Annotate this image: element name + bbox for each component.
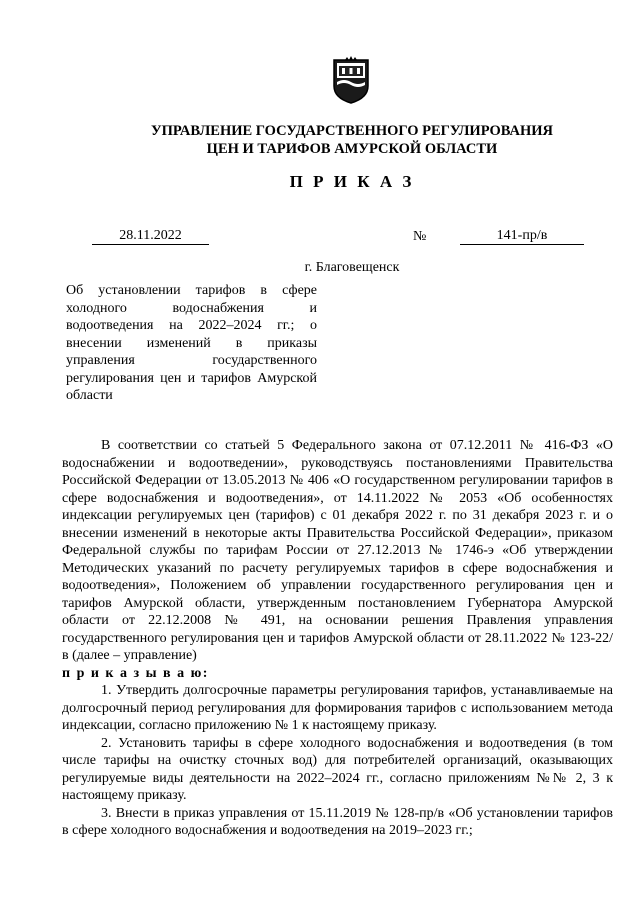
order-body: [62, 437, 613, 840]
order-item-3: 3. Внести в приказ управления от 15.11.2019 № 128-пр/в «Об установлении тарифов в сфере холодного водоснабжения и водоотведения на 2019–2023 гг.;: [62, 805, 613, 838]
org-name-line-1: УПРАВЛЕНИЕ ГОСУДАРСТВЕННОГО РЕГУЛИРОВАНИЯ: [150, 123, 554, 139]
amur-coat-of-arms-icon: [330, 56, 372, 104]
order-date: 28.11.2022: [92, 227, 209, 245]
city: г. Благовещенск: [304, 260, 400, 275]
order-item-2: 2. Установить тарифы в сфере холодного водоснабжения и водоотведения (в том числе тарифы на очистку сточных вод) для потребителей организаций, оказывающих регулируемые виды деятельности на 2022–2024 гг., согласно приложениям №№ 2, 3 к настоящему приказу.: [62, 735, 613, 803]
document-type-title: П Р И К А З: [289, 172, 415, 191]
order-subject: Об установлении тарифов в сфере холодного водоснабжения и водоотведения на 2022–2024 гг.; о внесении изменений в приказы управления государственного регулирования цен и тарифов Амурской области: [66, 283, 317, 403]
order-number: 141-пр/в: [460, 227, 584, 245]
preamble-paragraph: В соответствии со статьей 5 Федерального закона от 07.12.2011 № 416-ФЗ «О водоснабжении и водоотведении», руководствуясь постановлениями Правительства Российской Федерации от 13.05.2013 № 406 «О государственном регулировании тарифов в сфере водоснабжения и водоотведения», от 14.11.2022 № 2053 «Об особенностях индексации регулируемых цен (тарифов) с 01 декабря 2022 г. по 31 декабря 2023 г. и о внесении изменений в некоторые акты Правительства Российской Федерации», приказом Федеральной службы по тарифам России от 27.12.2013 № 1746-э «Об утверждении Методических указаний по расчету регулируемых тарифов в сфере водоснабжения и водоотведения», Положением об управлении государственного регулирования цен и тарифов Амурской области, утвержденным постановлением Губернатора Амурской области от 22.12.2008 № 491, на основании решения Правления управления государственного регулирования цен и тарифов Амурской области от 28.11.2022 № 123-22/в (далее – управление): [62, 438, 613, 663]
order-word: п р и к а з ы в а ю:: [62, 665, 209, 681]
order-item-1: 1. Утвердить долгосрочные параметры регулирования тарифов, устанавливаемые на долгосрочный период регулирования для формирования тарифов с использованием метода индексации, согласно приложению № 1 к настоящему приказу.: [62, 683, 613, 733]
number-sign: №: [413, 229, 427, 244]
org-name-line-2: ЦЕН И ТАРИФОВ АМУРСКОЙ ОБЛАСТИ: [206, 141, 498, 157]
